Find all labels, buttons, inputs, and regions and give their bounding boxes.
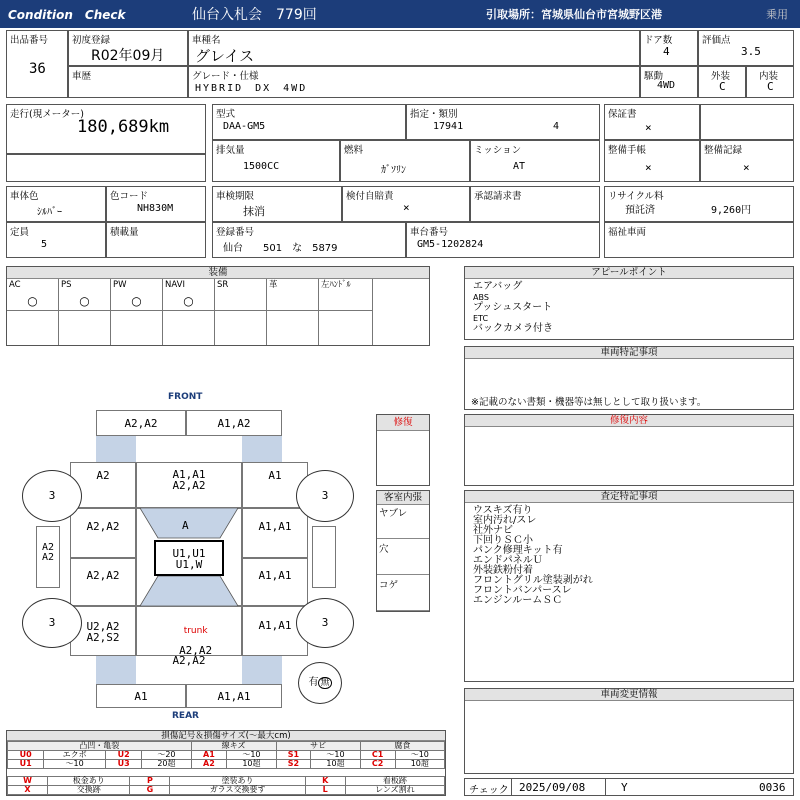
displacement-box: [212, 140, 340, 182]
right-front-door: [242, 508, 308, 558]
legend-cell: 〜10: [44, 760, 106, 769]
equipment-label: NAVI: [165, 280, 185, 290]
front-bumper-right-text: A1,A2: [217, 417, 251, 430]
legend-cell: S1: [276, 751, 311, 760]
legend-cell: 看板跡: [345, 777, 444, 786]
equipment-label: PW: [113, 280, 127, 290]
equipment-value: [319, 291, 372, 311]
color-value: ｼﾙﾊﾞｰ: [37, 207, 62, 218]
car-name-value: グレイス: [195, 47, 255, 65]
maint-book-box: [604, 140, 700, 182]
car-name-label: 車種名: [192, 35, 221, 46]
tire-rear-right-text: 3: [321, 616, 329, 629]
designation-box: [406, 104, 600, 140]
inspection-note-item: パンク修理キット有: [473, 545, 563, 556]
inspection-note-item: ウスキズ有り: [473, 505, 533, 516]
inspection-note-item: 社外ナビ: [473, 525, 513, 536]
recycle-label: リサイクル料: [608, 191, 664, 202]
legend-header: サビ: [276, 742, 360, 751]
transmission-value: AT: [513, 161, 526, 172]
legend-cell: U1: [8, 760, 44, 769]
legend-cell: 〜10: [395, 751, 444, 760]
lot-number-box: [6, 30, 68, 98]
displacement-value: 1500CC: [243, 161, 280, 172]
legend-cell: 10超: [395, 760, 444, 769]
lot-number-value: 36: [29, 61, 46, 77]
recycle-box: [604, 186, 794, 222]
transmission-label: ミッション: [474, 145, 522, 156]
right-rear-door: [242, 558, 308, 606]
repair-title: 修復内容: [465, 415, 793, 427]
equipment-value: ○: [7, 291, 58, 311]
front-bumper-right: [186, 410, 282, 436]
model-box: [212, 104, 406, 140]
mileage-box: [6, 104, 206, 154]
legend-cell: X: [8, 786, 48, 795]
load-label: 積載量: [110, 227, 139, 238]
windshield-text: A: [182, 519, 189, 532]
equipment-value: ○: [163, 291, 214, 311]
special-panel: [464, 346, 794, 410]
legend-cell: C2: [360, 760, 395, 769]
appeal-item: ABS: [473, 292, 489, 302]
roof: [154, 540, 224, 576]
left-rear-door-text: A2,A2: [86, 569, 120, 582]
front-bumper-left-text: A2,A2: [124, 417, 158, 430]
rear-label: REAR: [172, 711, 199, 721]
legend-header: 線キズ: [191, 742, 276, 751]
grade-box: [188, 66, 640, 98]
interior-damage-item: ヤブレ: [377, 505, 429, 539]
legend-cell: 10超: [227, 760, 276, 769]
fuel-label: 燃料: [344, 145, 364, 156]
inspection-note-item: 外装鉄粉付着: [473, 565, 533, 576]
score-label: 評価点: [702, 35, 731, 46]
spare-tire: [298, 662, 342, 704]
drive-box: [640, 66, 698, 98]
tire-front-left: [22, 470, 82, 522]
check-date: 2025/09/08: [519, 781, 586, 794]
legend-cell: 塗装あり: [170, 777, 305, 786]
auction-title: 仙台入札会 779回: [192, 7, 317, 23]
left-rear-door: [70, 558, 136, 606]
left-side-panel: [36, 526, 60, 588]
inspection-expiry-label: 車検期限: [216, 191, 255, 202]
condition-check-title: Condition Check: [8, 8, 126, 22]
inspection-note-item: フロントグリル塗装剥がれ: [473, 575, 593, 586]
rear-bumper-right-text: A1,A1: [217, 690, 251, 703]
color-code-label: 色コード: [110, 191, 149, 202]
rear-left-corner: [96, 656, 136, 684]
tire-rear-left: [22, 598, 82, 648]
designation-value: 17941: [433, 121, 464, 132]
interior-label: 内装: [759, 71, 779, 82]
equipment-value: ○: [111, 291, 162, 311]
tire-front-left-text: 3: [48, 489, 56, 502]
history-label: 車歴: [72, 71, 92, 82]
color-code-value: NH830M: [137, 203, 174, 214]
equipment-grid: [7, 279, 429, 345]
grade-value: HYBRID DX 4WD: [195, 83, 308, 94]
legend-cell: W: [8, 777, 48, 786]
interior-damage-box: [376, 490, 430, 612]
mileage-value: 180,689km: [77, 117, 170, 137]
legend-cell: S2: [276, 760, 311, 769]
doors-box: [640, 30, 698, 66]
legend-cell: A2: [191, 760, 227, 769]
legend-cell: P: [130, 777, 170, 786]
mileage-sub-box: [6, 154, 206, 182]
first-reg-box: [68, 30, 188, 66]
front-right-corner: [242, 436, 282, 462]
color-code-box: [106, 186, 206, 222]
hood: [136, 462, 242, 508]
recycle-status: 預託済: [625, 205, 655, 216]
legend-cell: レンズ割れ: [345, 786, 444, 795]
legend-cell: U2: [105, 751, 141, 760]
change-info-title: 車両変更情報: [465, 689, 793, 701]
inspection-note-item: 下回りＳＣ小: [473, 535, 533, 546]
exterior-label: 外装: [711, 71, 731, 82]
right-side-panel: [312, 526, 336, 588]
inspection-expiry-value: 抹消: [243, 205, 265, 218]
equipment-label: AC: [9, 280, 21, 290]
interior-damage-item: コゲ: [377, 577, 429, 611]
fuel-box: [340, 140, 470, 182]
equipment-col: [215, 279, 267, 345]
equipment-value: ○: [59, 291, 110, 311]
car-name-box: [188, 30, 640, 66]
maint-book-label: 整備手帳: [608, 145, 647, 156]
legend-cell: 板金あり: [48, 777, 130, 786]
exterior-value: C: [719, 80, 726, 93]
load-box: [106, 222, 206, 258]
warranty-blank-box: [700, 104, 794, 140]
tire-rear-left-text: 3: [48, 616, 56, 629]
equipment-col: [111, 279, 163, 345]
front-bumper-left: [96, 410, 186, 436]
liability-box: [342, 186, 470, 222]
check-number: 0036: [759, 781, 786, 794]
repair-panel: [464, 414, 794, 486]
trunk-label: trunk: [183, 626, 208, 636]
rear-bumper-left-text: A1: [134, 690, 148, 703]
plate-label: 登録番号: [216, 227, 255, 238]
approval-label: 承認請求書: [474, 191, 522, 202]
pickup-location: 引取場所：宮城県仙台市宮城野区港: [486, 8, 662, 21]
equipment-col: [267, 279, 319, 345]
right-rear-quarter-text: A1,A1: [258, 619, 292, 632]
appeal-title: アピールポイント: [465, 267, 793, 279]
appeal-item: エアバッグ: [473, 281, 523, 292]
interior-value: C: [767, 80, 774, 93]
repair-side-label: 修復: [377, 415, 429, 431]
first-reg-label: 初度登録: [72, 35, 111, 46]
warranty-value: ×: [645, 121, 652, 134]
warranty-label: 保証書: [608, 109, 637, 120]
appeal-panel: [464, 266, 794, 340]
recycle-fee: 9,260円: [711, 205, 752, 216]
roof-text: U1,U1 U1,W: [172, 547, 206, 571]
equipment-value: [215, 291, 266, 311]
left-rear-quarter-text: U2,A2 A2,S2: [86, 620, 120, 644]
doors-value: 4: [663, 45, 670, 58]
rear-right-corner: [242, 656, 282, 684]
special-title: 車両特記事項: [465, 347, 793, 359]
left-front-door-text: A2,A2: [86, 520, 120, 533]
trunk-lid: [136, 606, 242, 667]
welfare-label: 福祉車両: [608, 227, 647, 238]
special-note: ※記載のない書類・機器等は無しとして取り扱います。: [471, 397, 707, 408]
legend-cell: K: [305, 777, 345, 786]
equipment-col: [163, 279, 215, 345]
equipment-label: SR: [217, 280, 229, 290]
equipment-col: [7, 279, 59, 345]
hood-text: A1,A1 A2,A2: [172, 468, 206, 492]
chassis-value: GM5-1202824: [417, 239, 484, 250]
chassis-label: 車台番号: [410, 227, 449, 238]
exterior-box: [698, 66, 746, 98]
tire-rear-right: [296, 598, 354, 648]
appeal-item: ETC: [473, 313, 489, 323]
legend-table: [7, 741, 445, 769]
right-front-fender-text: A1: [268, 469, 282, 482]
footer-bar: [464, 778, 794, 796]
change-info-panel: [464, 688, 794, 774]
legend-cell: 交換跡: [48, 786, 130, 795]
maint-record-label: 整備記録: [704, 145, 743, 156]
tire-front-right: [296, 470, 354, 522]
legend-panel: [6, 730, 446, 796]
rear-bumper-left: [96, 684, 186, 708]
legend-cell: 〜20: [142, 751, 191, 760]
legend-cell: 20超: [142, 760, 191, 769]
chassis-box: [406, 222, 600, 258]
first-reg-value: R02年09月: [91, 48, 165, 64]
footer-divider-1: [511, 779, 512, 795]
legend-cell: 〜10: [227, 751, 276, 760]
equipment-col: [319, 279, 373, 345]
doors-label: ドア数: [644, 35, 673, 46]
header-bar: [0, 0, 800, 28]
legend-cell: エクボ: [44, 751, 106, 760]
legend-cell: U0: [8, 751, 44, 760]
lot-number-label: 出品番号: [10, 35, 49, 46]
inspection-note-item: エンジンルームＳＣ: [473, 595, 563, 606]
equipment-col: [59, 279, 111, 345]
legend-cell: 〜10: [311, 751, 360, 760]
transmission-box: [470, 140, 600, 182]
score-value: 3.5: [741, 45, 761, 58]
color-label: 車体色: [10, 191, 39, 202]
right-front-door-text: A1,A1: [258, 520, 292, 533]
warranty-box: [604, 104, 700, 140]
drive-value: 4WD: [657, 80, 676, 91]
approval-box: [470, 186, 600, 222]
legend-table-2: [7, 776, 445, 795]
left-front-door: [70, 508, 136, 558]
displacement-label: 排気量: [216, 145, 245, 156]
grade-label: グレード・仕様: [192, 71, 259, 82]
capacity-value: 5: [41, 239, 48, 250]
designation-label: 指定・類別: [410, 109, 458, 120]
legend-cell: U3: [105, 760, 141, 769]
front-left-corner: [96, 436, 136, 462]
appeal-item: プッシュスタート: [473, 302, 553, 313]
maint-book-value: ×: [645, 161, 652, 174]
equipment-panel: [6, 266, 430, 346]
model-label: 型式: [216, 109, 236, 120]
color-box: [6, 186, 106, 222]
check-inspector: Y: [621, 781, 628, 794]
plate-value: 仙台 501 な 5879: [223, 243, 338, 254]
legend-header: 凸凹・亀裂: [8, 742, 192, 751]
inspection-note-item: 室内汚れ/スレ: [473, 515, 537, 526]
equipment-label: PS: [61, 280, 72, 290]
history-box: [68, 66, 188, 98]
spare-label: 有: [308, 677, 319, 688]
appeal-item: バックカメラ付き: [473, 323, 553, 334]
equipment-label: 左ﾊﾝﾄﾞﾙ: [321, 280, 351, 290]
equipment-value: [267, 291, 318, 311]
legend-cell: 10超: [311, 760, 360, 769]
maint-record-box: [700, 140, 794, 182]
liability-label: 検付自賠責: [346, 191, 394, 202]
left-front-fender-text: A2: [96, 469, 110, 482]
score-box: [698, 30, 794, 66]
maint-record-value: ×: [743, 161, 750, 174]
capacity-box: [6, 222, 106, 258]
interior-damage-item: 穴: [377, 541, 429, 575]
legend-cell: ガラス交換要す: [170, 786, 305, 795]
drive-label: 駆動: [644, 71, 664, 82]
rear-bumper-right: [186, 684, 282, 708]
right-rear-door-text: A1,A1: [258, 569, 292, 582]
equipment-title: 装備: [7, 267, 429, 279]
model-value: DAA-GM5: [223, 121, 266, 132]
capacity-label: 定員: [10, 227, 30, 238]
interior-grade-box: [746, 66, 794, 98]
inspection-notes-title: 査定特記事項: [465, 491, 793, 503]
left-side-text: A2 A2: [41, 542, 55, 563]
inspection-expiry-box: [212, 186, 342, 222]
equipment-label: 革: [269, 280, 278, 290]
welfare-box: [604, 222, 794, 258]
legend-header: 腐食: [360, 742, 444, 751]
inspection-note-item: エンドパネルＵ: [473, 555, 543, 566]
plate-box: [212, 222, 406, 258]
inspection-note-item: フロントバンパースレ: [473, 585, 572, 596]
mileage-label: 走行(現メーター): [10, 109, 84, 120]
legend-cell: L: [305, 786, 345, 795]
trunk-lid-text: A2,A2 A2,A2: [172, 644, 213, 667]
interior-damage-title: 客室内張: [377, 491, 429, 505]
vehicle-class: 乗用: [766, 8, 788, 21]
fuel-value: ｶﾞｿﾘﾝ: [381, 165, 406, 176]
spare-state: 無: [320, 678, 330, 688]
repair-side-box: [376, 414, 430, 486]
legend-cell: C1: [360, 751, 395, 760]
check-label: チェック: [469, 785, 509, 796]
inspection-notes-panel: [464, 490, 794, 682]
tire-front-right-text: 3: [321, 489, 329, 502]
liability-value: ×: [403, 201, 410, 214]
legend-cell: A1: [191, 751, 227, 760]
front-label: FRONT: [168, 392, 203, 402]
class-value: 4: [553, 121, 560, 132]
legend-title: 損傷記号＆損傷サイズ(〜最大cm): [7, 731, 445, 741]
footer-divider-2: [605, 779, 606, 795]
legend-cell: G: [130, 786, 170, 795]
